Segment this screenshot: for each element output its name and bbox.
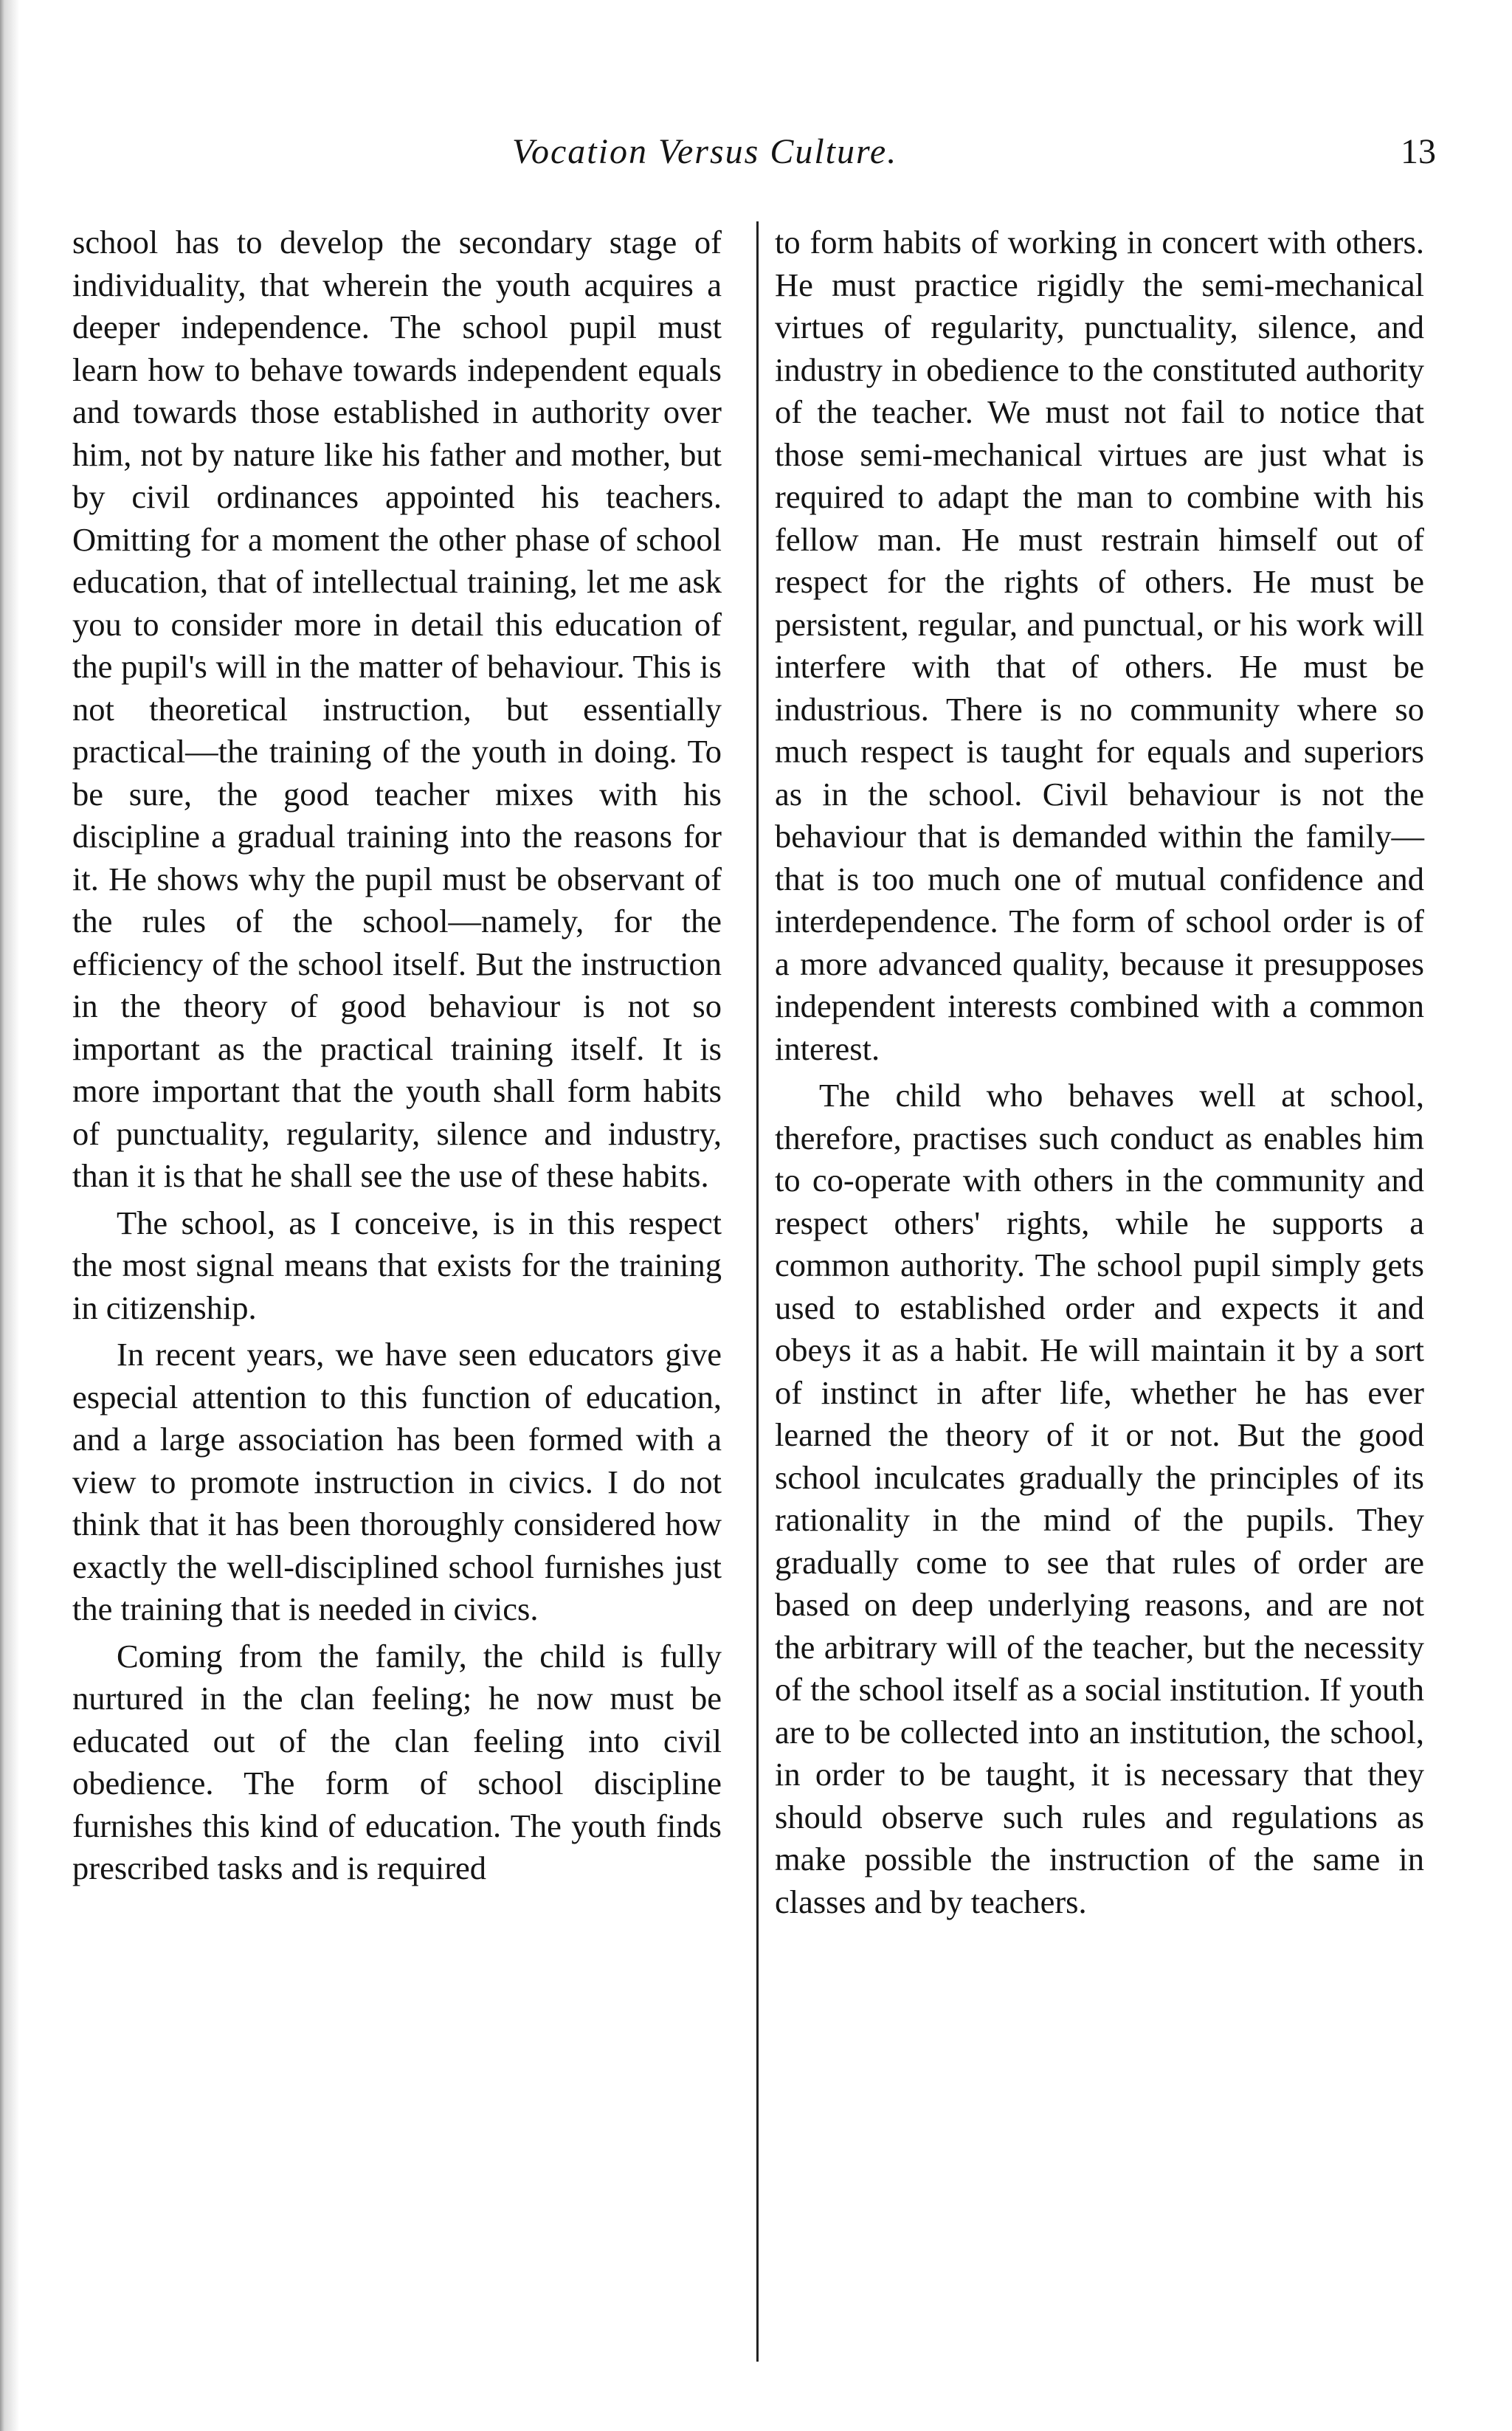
left-paragraph-4: Coming from the family, the child is fully nurtured in the clan feeling; he now must be educated out of the clan feeling into civil obedience. The form of school discipline furnishes this kind of education. The youth finds prescribed tasks and is required	[72, 1637, 722, 1886]
right-column	[775, 221, 1424, 1923]
page-gutter	[0, 0, 19, 2431]
running-title: Vocation Versus Culture.	[512, 132, 898, 171]
column-divider	[756, 221, 759, 2362]
running-head	[0, 131, 1512, 183]
left-paragraph-3: In recent years, we have seen educators give especial attention to this function of education, and a large association has been formed with a view to promote instruction in civics. I do not think that it has been thoroughly considered how exactly the well-disciplined school furnishes just the training that is needed in civics.	[72, 1336, 722, 1627]
page-number: 13	[1401, 132, 1436, 171]
right-paragraph-1: to form habits of working in concert with others. He must practice rigidly the semi-mechanical virtues of regularity, punctuality, silence, and industry in obedience to the constituted authority of the teacher. We must not fail to notice that those semi-mechanical virtues are just what is required to adapt the man to combine with his fellow man. He must restrain himself out of respect for the rights of others. He must be persistent, regular, and punctual, or his work will interfere with that of others. He must be industrious. There is no community where so much respect is taught for equals and superiors as in the school. Civil behaviour is not the behaviour that is demanded within the family—that is too much one of mutual confidence and interdependence. The form of school order is of a more advanced quality, because it presupposes independent interests combined with a common interest.	[775, 224, 1424, 1067]
left-column	[72, 221, 722, 1890]
right-paragraph-2: The child who behaves well at school, therefore, practises such conduct as enables him to co-operate with others in the community and respect others' rights, while he supports a common authority. The school pupil simply gets used to established order and expects it and obeys it as a habit. He will maintain it by a sort of instinct in after life, whether he has ever learned the theory of it or not. But the good school inculcates gradually the principles of its rationality in the mind of the pupils. They gradually come to see that rules of order are based on deep underlying reasons, and are not the arbitrary will of the teacher, but the necessity of the school itself as a social institution. If youth are to be collected into an institution, the school, in order to be taught, it is necessary that they should observe such rules and regulations as make possible the instruction of the same in classes and by teachers.	[775, 1077, 1424, 1920]
left-paragraph-1: school has to develop the secondary stage of individuality, that wherein the youth acquires a deeper independence. The school pupil must learn how to behave towards independent equals and towards those established in authority over him, not by nature like his father and mother, but by civil ordinances appointed his teachers. Omitting for a moment the other phase of school education, that of intellectual training, let me ask you to consider more in detail this education of the pupil's will in the matter of behaviour. This is not theoretical instruction, but essentially practical—the training of the youth in doing. To be sure, the good teacher mixes with his discipline a gradual training into the reasons for it. He shows why the pupil must be observant of the rules of the school—namely, for the efficiency of the school itself. But the instruction in the theory of good behaviour is not so important as the practical training itself. It is more important that the youth shall form habits of punctuality, regularity, silence and industry, than it is that he shall see the use of these habits.	[72, 224, 722, 1194]
left-paragraph-2: The school, as I conceive, is in this respect the most signal means that exists for the training in citizenship.	[72, 1204, 722, 1326]
